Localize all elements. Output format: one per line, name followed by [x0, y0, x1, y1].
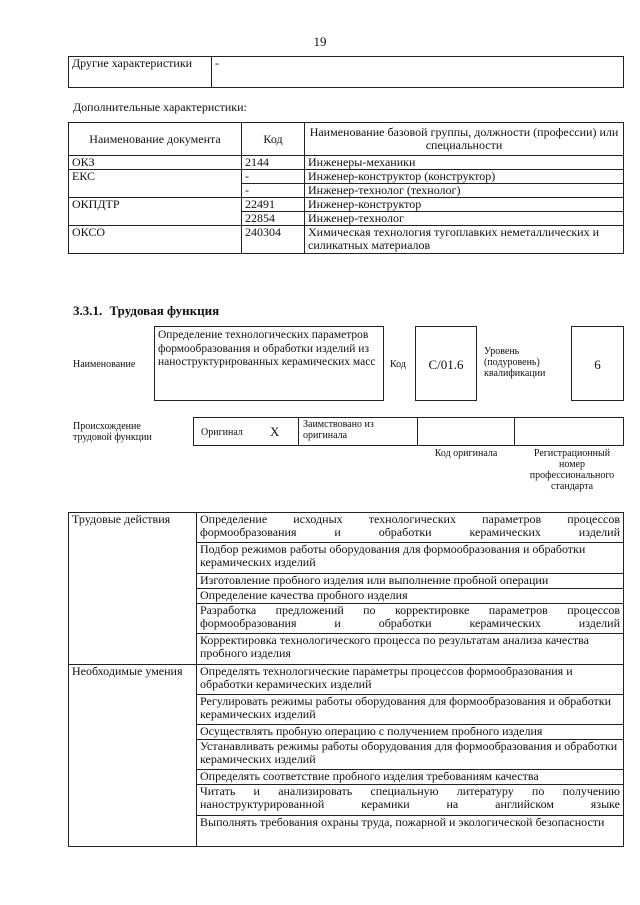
- name-label: Наименование: [73, 359, 136, 370]
- row-doc: ОКЗ: [69, 156, 242, 170]
- row-doc: [69, 212, 242, 226]
- action-item: Корректировка технологического процесса по результатам анализа качества пробного изделия: [197, 634, 624, 665]
- add-table-header: [69, 123, 624, 156]
- registration-number-caption: Регистрационный номер профессионального стандарта: [529, 448, 615, 492]
- row-group: Инженеры-механики: [305, 156, 624, 170]
- original-code-caption: Код оригинала: [434, 448, 498, 459]
- skill-item: Выполнять требования охраны труда, пожарной и экологической безопасности: [197, 816, 624, 847]
- header-group: Наименование базовой группы, должности (профессии) или специальности: [305, 123, 624, 156]
- action-item: Изготовление пробного изделия или выполнение пробной операции: [197, 574, 624, 589]
- table-row: [69, 156, 624, 170]
- row-group: Химическая технология тугоплавких неметаллических и силикатных материалов: [305, 226, 624, 254]
- table-row: [69, 170, 624, 184]
- actions-label: Трудовые действия: [69, 513, 197, 665]
- row-group: Инженер-технолог: [305, 212, 624, 226]
- row-group: Инженер-конструктор: [305, 198, 624, 212]
- origin-label: Происхождение трудовой функции: [73, 421, 152, 443]
- table-row: [69, 212, 624, 226]
- labor-actions-table: [68, 512, 624, 847]
- origin-divider-2: [417, 417, 418, 446]
- skill-item: Читать и анализировать специальную литературу по получению наноструктурированной керамики на английском языке: [197, 785, 624, 816]
- skill-item: Устанавливать режимы работы оборудования для формообразования и обработки керамических изделий: [197, 740, 624, 770]
- row-group: Инженер-конструктор (конструктор): [305, 170, 624, 184]
- header-document: Наименование документа: [69, 123, 242, 156]
- skill-item: Регулировать режимы работы оборудования для формообразования и обработки керамических изделий: [197, 695, 624, 725]
- row-code: -: [242, 170, 305, 184]
- other-characteristics-value: -: [212, 57, 624, 88]
- table-row: [69, 226, 624, 254]
- row-doc: ОКПДТР: [69, 198, 242, 212]
- origin-divider-3: [514, 417, 515, 446]
- code-value: С/01.6: [428, 357, 464, 372]
- table-row: [69, 513, 624, 543]
- table-row: [69, 198, 624, 212]
- other-characteristics-table: [68, 56, 624, 88]
- row-code: 22491: [242, 198, 305, 212]
- row-code: 2144: [242, 156, 305, 170]
- row-code: 240304: [242, 226, 305, 254]
- skills-label: Необходимые умения: [69, 665, 197, 847]
- action-item: Разработка предложений по корректировке параметров процессов формообразования и обработки керамических изделий: [197, 604, 624, 634]
- function-name-value: Определение технологических параметров формообразования и обработки изделий из наноструктурированных керамических масс: [158, 329, 376, 368]
- skill-item: Осуществлять пробную операцию с получением пробного изделия: [197, 725, 624, 740]
- function-heading-title: Трудовая функция: [109, 303, 220, 318]
- page-number: 19: [313, 34, 327, 49]
- level-value: 6: [594, 357, 601, 372]
- skill-item: Определять соответствие пробного изделия требованиям качества: [197, 770, 624, 785]
- row-doc: ЕКС: [69, 170, 242, 184]
- action-item: Определение исходных технологических параметров процессов формообразования и обработки керамических изделий: [197, 513, 624, 543]
- row-doc: [69, 184, 242, 198]
- action-item: Определение качества пробного изделия: [197, 589, 624, 604]
- row-group: Инженер-технолог (технолог): [305, 184, 624, 198]
- row-doc: ОКСО: [69, 226, 242, 254]
- row-code: -: [242, 184, 305, 198]
- header-code: Код: [242, 123, 305, 156]
- function-heading-number: 3.3.1.: [73, 303, 103, 318]
- row-code: 22854: [242, 212, 305, 226]
- additional-characteristics-title: Дополнительные характеристики:: [73, 100, 247, 114]
- original-label: Оригинал: [201, 427, 243, 438]
- action-item: Подбор режимов работы оборудования для формообразования и обработки керамических изделий: [197, 543, 624, 574]
- skill-item: Определять технологические параметры процессов формообразования и обработки керамических изделий: [197, 665, 624, 695]
- table-row: [69, 665, 624, 695]
- original-mark: X: [270, 424, 280, 439]
- table-row: [69, 184, 624, 198]
- origin-divider-1: [298, 417, 299, 446]
- level-label: Уровень (подуровень) квалификации: [484, 346, 546, 379]
- code-label: Код: [390, 359, 406, 370]
- additional-characteristics-table: [68, 122, 624, 254]
- function-heading: [73, 303, 219, 319]
- borrowed-label: Заимствовано из оригинала: [303, 419, 374, 441]
- other-characteristics-label: Другие характеристики: [69, 57, 212, 88]
